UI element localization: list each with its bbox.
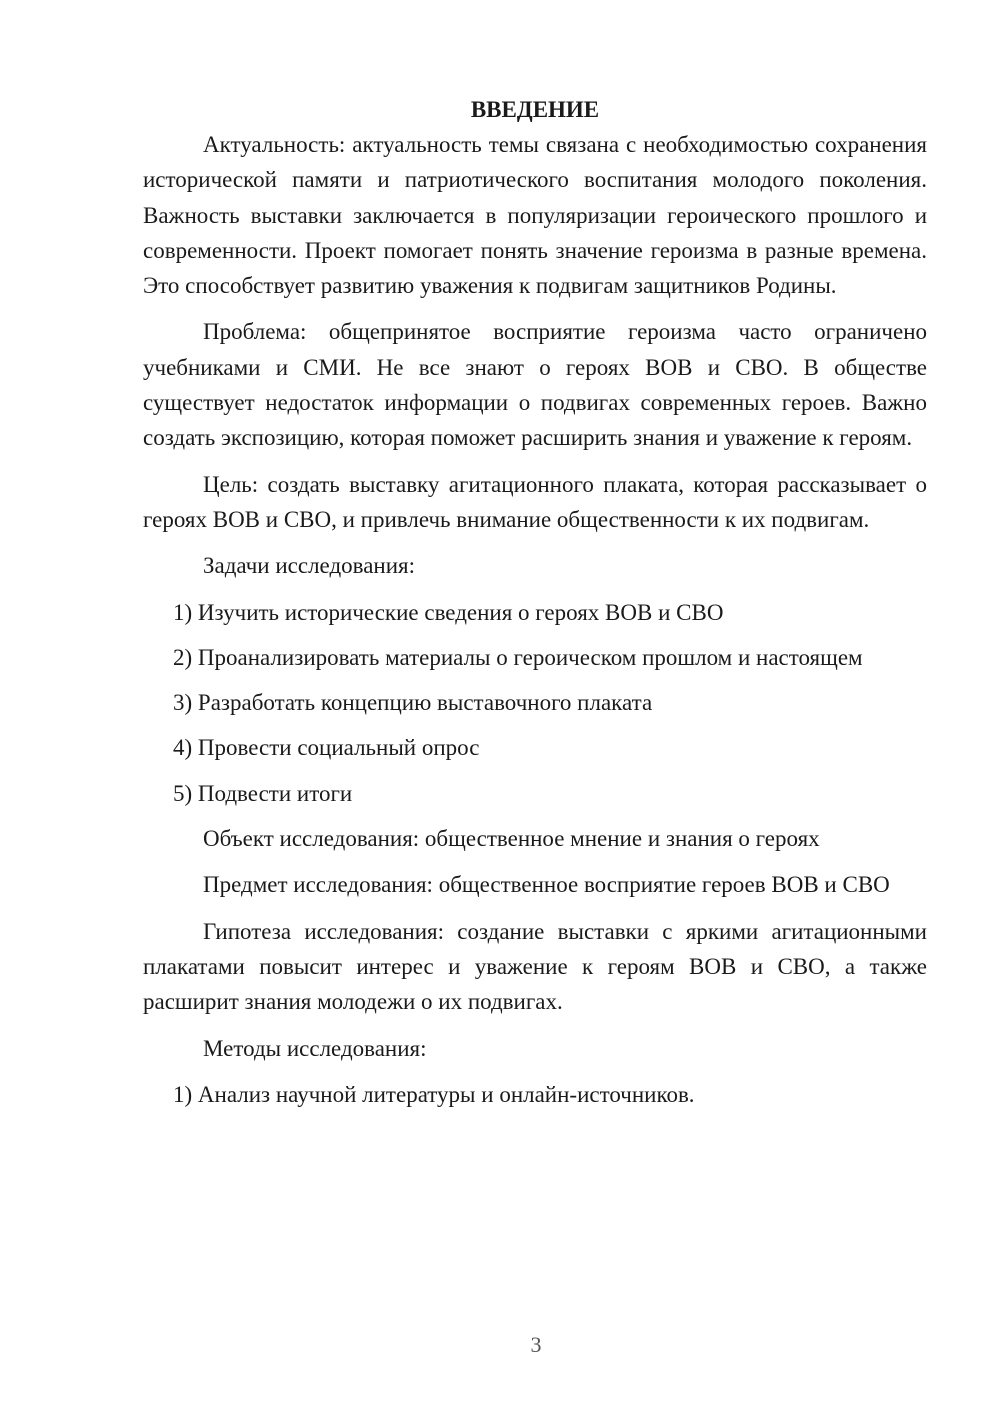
paragraph-goal: Цель: создать выставку агитационного плаката, которая рассказывает о героях ВОВ и СВО, и привлечь внимание общественности к их подвигам. — [143, 471, 927, 532]
task-item-4: 4) Провести социальный опрос — [173, 735, 480, 761]
paragraph-hypothesis: Гипотеза исследования: создание выставки с яркими агитационными плакатами повысит интерес и уважение к героям ВОВ и СВО, а также расширит знания молодежи о их подвигах. — [143, 918, 927, 1015]
method-item-1: 1) Анализ научной литературы и онлайн-источников. — [173, 1081, 695, 1107]
task-item-2: 2) Проанализировать материалы о героическом прошлом и настоящем — [173, 644, 863, 670]
section-title: ВВЕДЕНИЕ — [470, 97, 600, 122]
task-item-5: 5) Подвести итоги — [173, 780, 353, 806]
tasks-heading: Задачи исследования: — [203, 553, 416, 579]
paragraph-subject: Предмет исследования: общественное восприятие героев ВОВ и СВО — [203, 872, 890, 898]
paragraph-relevance: Актуальность: актуальность темы связана с необходимостью сохранения исторической памяти и патриотического воспитания молодого поколения. Важность выставки заключается в популяризации героического прошлого и современности. Проект помогает понять значение героизма в разные времена. Это способствует развитию уважения к подвигам защитников Родины. — [143, 132, 927, 299]
paragraph-object: Объект исследования: общественное мнение и знания о героях — [203, 826, 820, 852]
paragraph-problem: Проблема: общепринятое восприятие героизма часто ограничено учебниками и СМИ. Не все знают о героях ВОВ и СВО. В обществе существует недостаток информации о подвигах современных героев. Важно создать экспозицию, которая поможет расширить знания и уважение к героям. — [143, 319, 927, 451]
page-content — [143, 92, 927, 1122]
task-item-3: 3) Разработать концепцию выставочного плаката — [173, 690, 653, 716]
page-number: 3 — [530, 1332, 542, 1357]
task-item-1: 1) Изучить исторические сведения о героях ВОВ и СВО — [173, 599, 724, 625]
methods-heading: Методы исследования: — [203, 1035, 427, 1061]
